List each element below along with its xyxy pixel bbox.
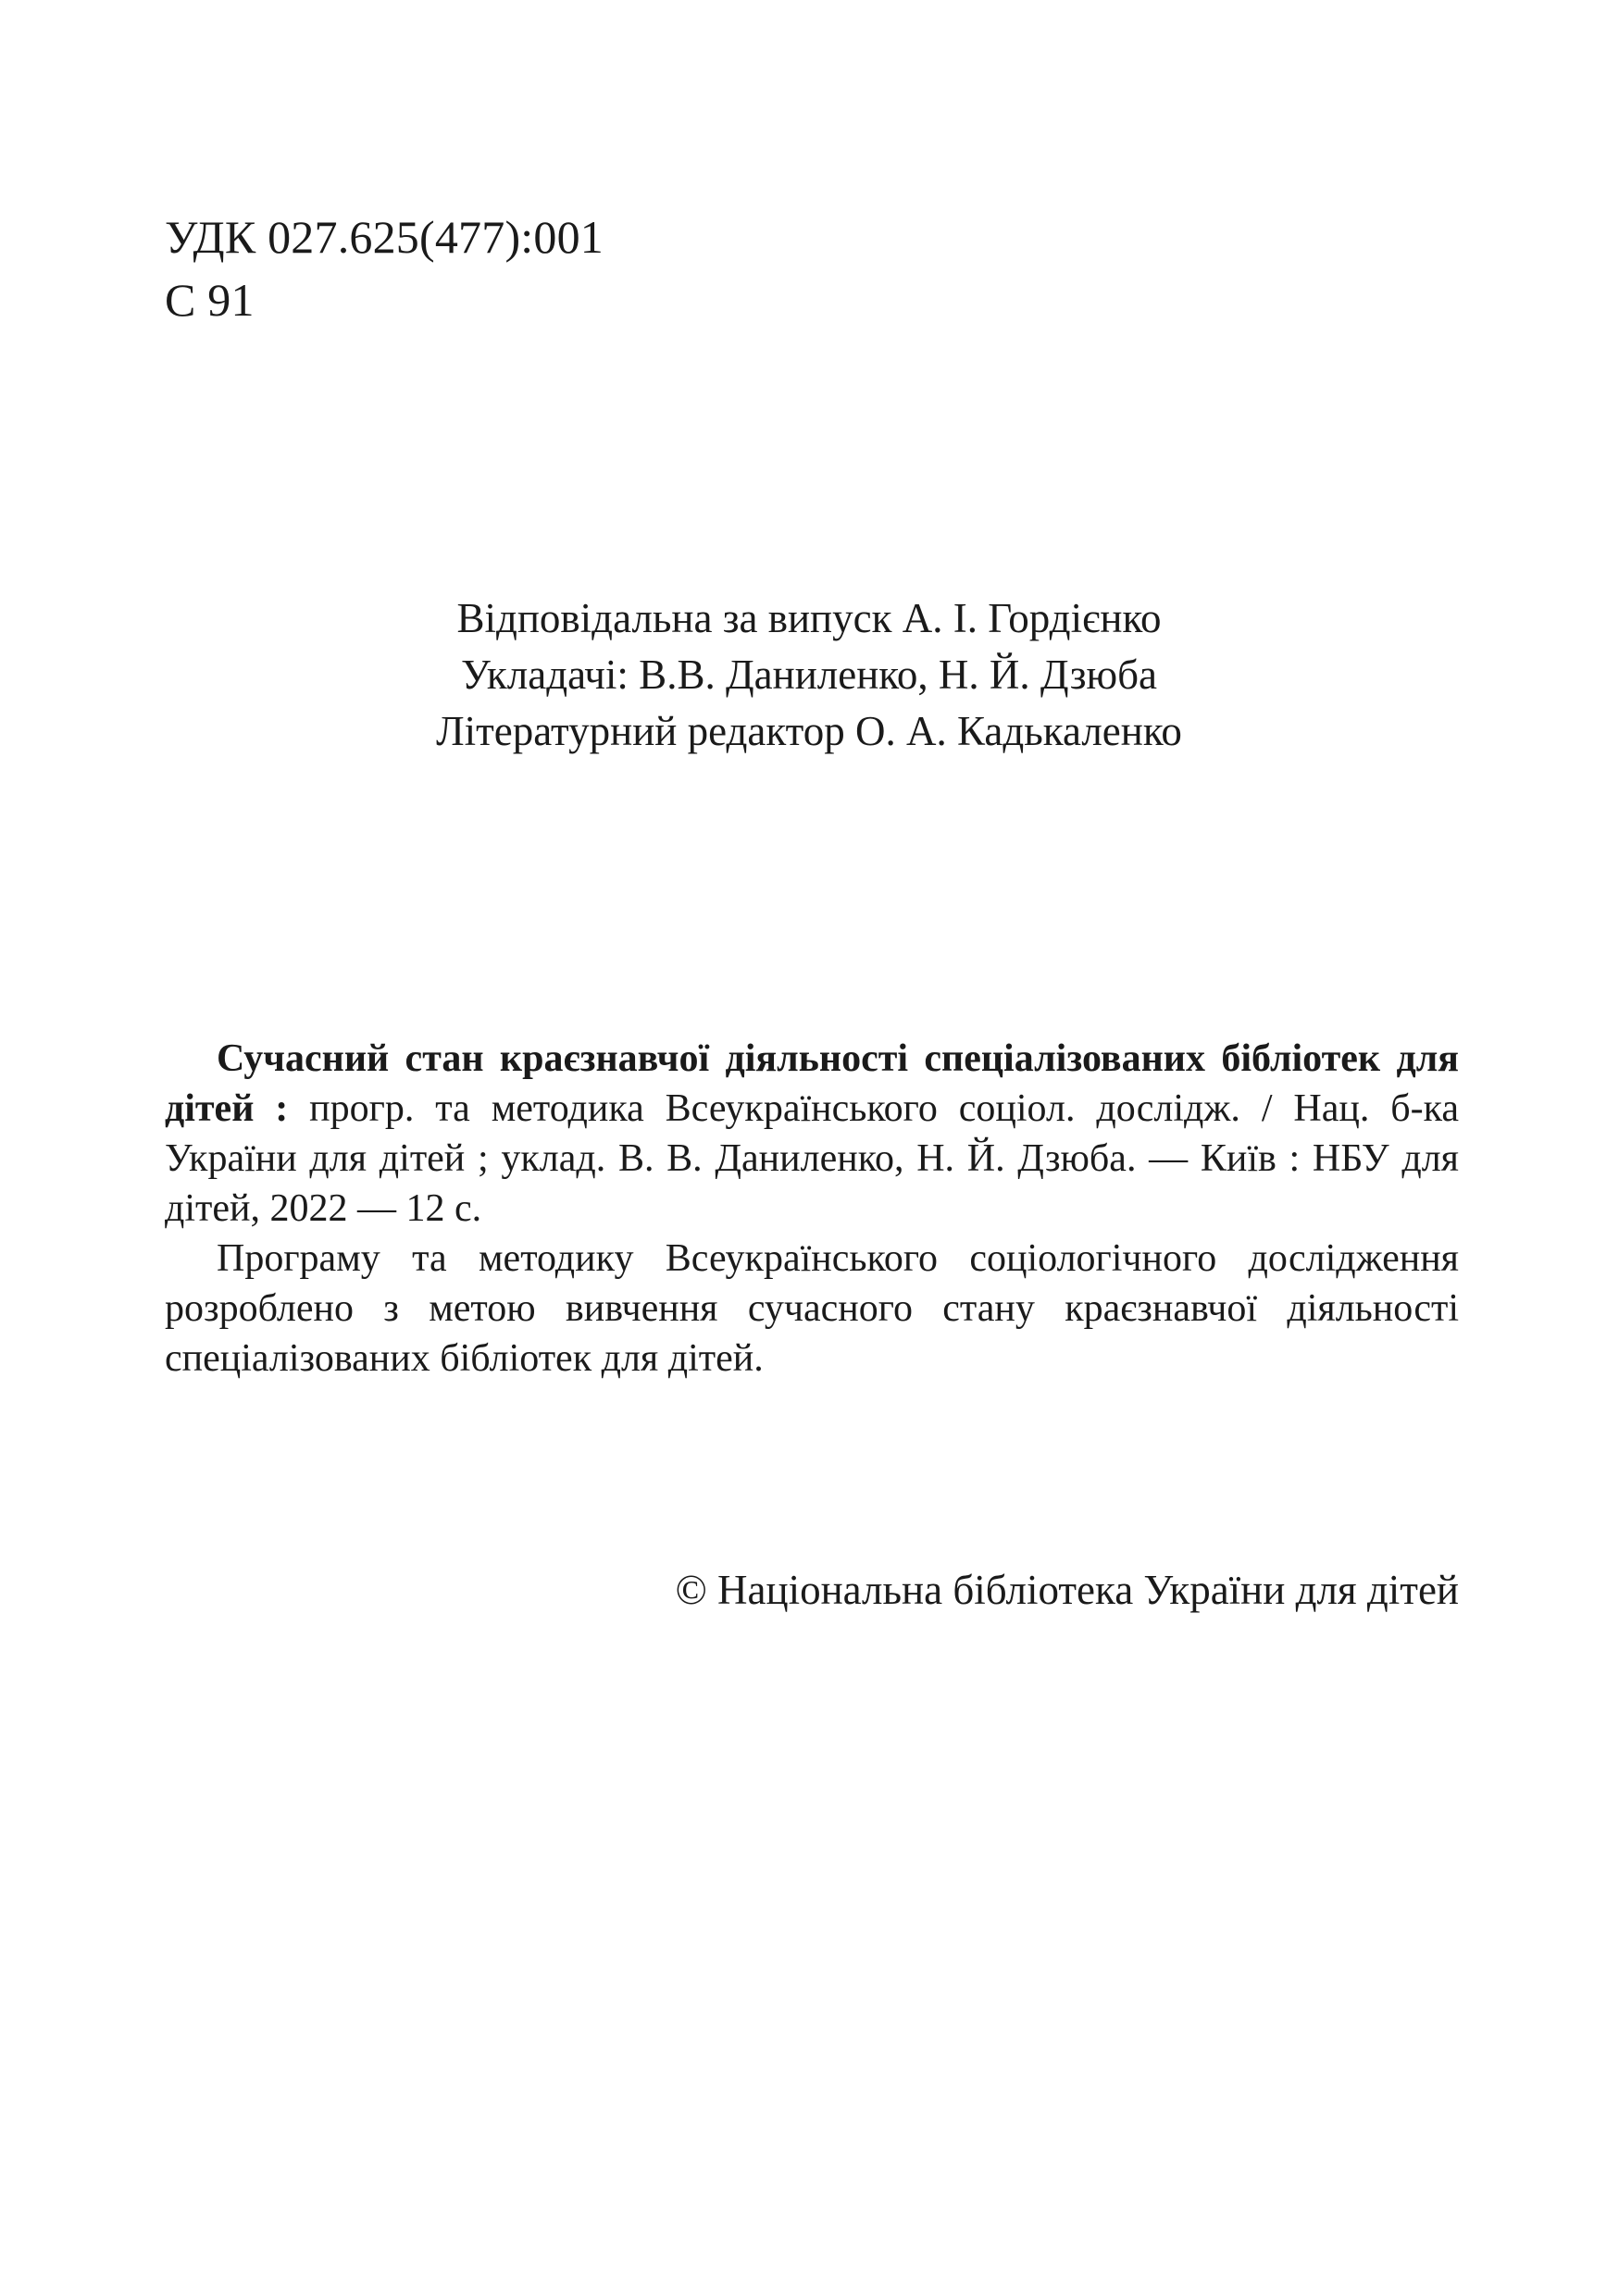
annotation: Програму та методику Всеукраїнського соціологічного дослідження розроблено з метою вивчення сучасного стану краєзнавчої діяльності спеціалізованих бібліотек для дітей.	[165, 1237, 1459, 1380]
bibliographic-entry	[165, 1034, 1459, 1234]
responsible-editor: Відповідальна за випуск А. І. Гордієнко	[456, 595, 1162, 641]
author-mark: С 91	[165, 274, 255, 326]
bibliographic-description	[165, 1034, 1459, 1384]
literary-editor: Літературний редактор О. А. Кадькаленко	[436, 708, 1182, 754]
bibliographic-details: прогр. та методика Всеукраїнського соціол. дослідж. / Нац. б-ка України для дітей ; уклад. В. В. Даниленко, Н. Й. Дзюба. — Київ : НБУ для дітей, 2022 — 12 с.	[165, 1087, 1460, 1230]
compilers: Укладачі: В.В. Даниленко, Н. Й. Дзюба	[461, 652, 1157, 698]
book-title: Сучасний стан краєзнавчої діяльності спеціалізованих бібліотек для дітей :	[165, 1037, 1459, 1130]
copyright-notice: © Національна бібліотека України для дітей	[675, 1567, 1459, 1613]
credits-block	[278, 590, 1340, 760]
udc-block	[165, 205, 604, 331]
udc-code: УДК 027.625(477):001	[165, 211, 604, 263]
